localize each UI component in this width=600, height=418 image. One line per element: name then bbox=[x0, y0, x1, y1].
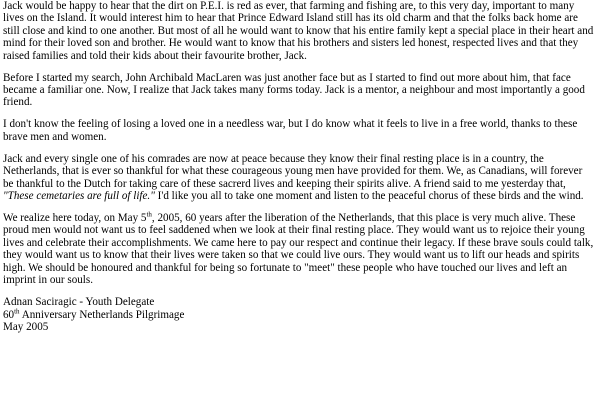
signature-date: May 2005 bbox=[3, 320, 49, 333]
paragraph-liberation bbox=[3, 212, 595, 286]
comrades-text-end: I'd like you all to take one moment and listen to the peaceful chorus of these birds and the wind. bbox=[154, 190, 584, 203]
cemetaries-quote: "These cemetaries are full of life." bbox=[3, 190, 155, 203]
comrades-text-start: Jack and every single one of his comrades are now at peace because they know their final resting place is in a country, the Netherlands, that is ever so thankful for what these courageous young men have provided for them. We, as Canadians, will forever be thankful to the Dutch for taking care of these sacrerd lives and keeping their spirits alive. A friend said to me yesterday that, bbox=[3, 152, 583, 190]
event-title: Anniversary Netherlands Pilgrimage bbox=[19, 308, 185, 321]
letter-document bbox=[3, 0, 595, 333]
paragraph-comrades-peace bbox=[3, 153, 595, 203]
event-ordinal-suffix: th bbox=[14, 306, 20, 315]
paragraph-free-world: I don't know the feeling of losing a loved one in a needless war, but I do know what it feels to live in a free world, thanks to these brave men and women. bbox=[3, 118, 578, 143]
paragraph-jack-home: Jack would be happy to hear that the dirt on P.E.I. is red as ever, that farming and fishing are, to this very day, important to many lives on the Island. It would interest him to hear that Prince Edward Island still has its old charm and that the folks back home are still close and kind to one another. But most of all he would want to know that his entire family kept a special place in their heart and mind for their loved son and brother. He would want to know that his brothers and sisters led honest, respected lives and that they raised families and told their kids about their favourite brother, Jack. bbox=[3, 0, 594, 62]
liberation-text-end: , 2005, 60 years after the liberation of the Netherlands, that this place is very much alive. These proud men would not want us to feel saddened when we look at their final resting place. They would want us to rejoice their young lives and celebrate their accomplishments. We came here to pay our respect and continue their legacy. If these brave souls could talk, they would want us to know that their lives were taken so that we could live ours. They would want us to lift our heads and spirits high. We should be honoured and thankful for being so fortunate to "meet" these people who have touched our lives and left an imprint in our souls. bbox=[3, 212, 594, 287]
liberation-text-start: We realize here today, on May 5 bbox=[3, 212, 147, 225]
signature-name: Adnan Saciragic - Youth Delegate bbox=[3, 296, 155, 309]
signature-event bbox=[3, 306, 595, 321]
paragraph-search: Before I started my search, John Archibald MacLaren was just another face but as I started to find out more about him, that face became a familiar one. Now, I realize that Jack takes many forms today. Jack is a mentor, a neighbour and most importantly a good friend. bbox=[3, 71, 585, 109]
event-number: 60 bbox=[3, 308, 15, 321]
date-ordinal-suffix: th bbox=[146, 210, 152, 219]
